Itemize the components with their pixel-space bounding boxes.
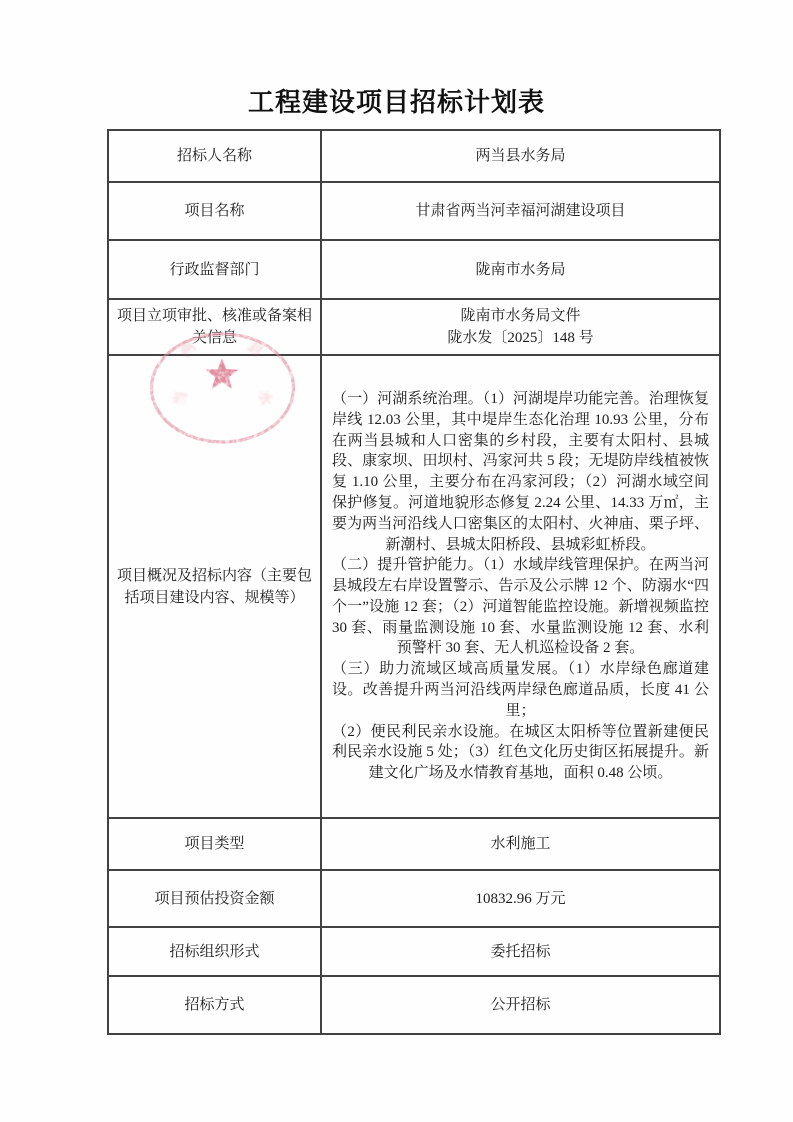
table-row (108, 130, 720, 182)
table-row (108, 927, 720, 976)
overview-paragraph-2: （二）提升管护能力。（1）水域岸线管理保护。在两当河县城段左右岸设置警示、告示及公示牌 12 个、防溺水“四个一”设施 12 套；（2）河道智能监控设施。新增视频监控 30 套、雨量监测设施 10 套、水量监测设施 12 套、水利预警杆 30 套、无人机巡检设备 2 套。 (332, 557, 709, 657)
bidding-method-label: 招标方式 (108, 976, 321, 1034)
approval-doc-source: 陇南市水务局文件 (460, 308, 581, 324)
overview-paragraph-1: （一）河湖系统治理。（1）河湖堤岸功能完善。治理恢复岸线 12.03 公里，其中堤岸生态化治理 10.93 公里，分布在两当县城和人口密集的乡村段，主要有太阳村、县城段、康家坝、田坝村、冯家河共 5 段；无堤防岸线植被恢复 1.10 公里，主要分布在冯家河段；（2）河湖水域空间保护修复。河道地貌形态修复 2.24 公里、14.33 万㎡，主要为两当河沿线人口密集区的太阳村、火神庙、栗子坪、新潮村、县城太阳桥段、县城彩虹桥段。 (332, 390, 709, 553)
organization-form-label: 招标组织形式 (108, 927, 321, 976)
seal-glyph: 两 (177, 339, 200, 362)
project-type-value: 水利施工 (321, 818, 720, 870)
table-row (108, 299, 720, 355)
page-title: 工程建设项目招标计划表 (247, 88, 545, 117)
seal-glyph: 水 (255, 389, 274, 407)
project-type-label: 项目类型 (108, 818, 321, 870)
estimated-investment-label: 项目预估投资金额 (108, 870, 321, 927)
seal-glyph: 当 (172, 390, 191, 408)
bid-plan-table (107, 129, 721, 1035)
overview-paragraph-4: （2）便民利民亲水设施。在城区太阳桥等位置新建便民利民亲水设施 5 处；（3）红色文化历史街区拓展提升。新建文化广场及水情教育基地，面积 0.48 公顷。 (332, 723, 709, 782)
organization-form-value: 委托招标 (321, 927, 720, 976)
table-row (108, 182, 720, 240)
overview-paragraph-3: （三）助力流域区域高质量发展。（1）水岸绿色廊道建设。改善提升两当河沿线两岸绿色廊道品质，长度 41 公里； (332, 661, 709, 719)
approval-info-label: 项目立项审批、核准或备案相关信息 (108, 299, 321, 355)
table-row (108, 355, 720, 818)
bidder-name-value: 两当县水务局 (321, 130, 720, 182)
project-name-value: 甘肃省两当河幸福河湖建设项目 (321, 182, 720, 240)
table-row (108, 240, 720, 299)
bidding-method-value: 公开招标 (321, 976, 720, 1034)
table-row (108, 870, 720, 927)
approval-info-value (321, 299, 720, 355)
project-name-label: 项目名称 (108, 182, 321, 240)
estimated-investment-value: 10832.96 万元 (321, 870, 720, 927)
table-row (108, 976, 720, 1034)
supervision-dept-value: 陇南市水务局 (321, 240, 720, 299)
table-row (108, 818, 720, 870)
supervision-dept-label: 行政监督部门 (108, 240, 321, 299)
bidder-name-label: 招标人名称 (108, 130, 321, 182)
approval-doc-number: 陇水发〔2025〕148 号 (447, 330, 594, 346)
project-overview-label: 项目概况及招标内容（主要包括项目建设内容、规模等） (108, 355, 321, 818)
seal-glyph: 县 (243, 338, 266, 361)
project-overview-value (321, 355, 720, 818)
